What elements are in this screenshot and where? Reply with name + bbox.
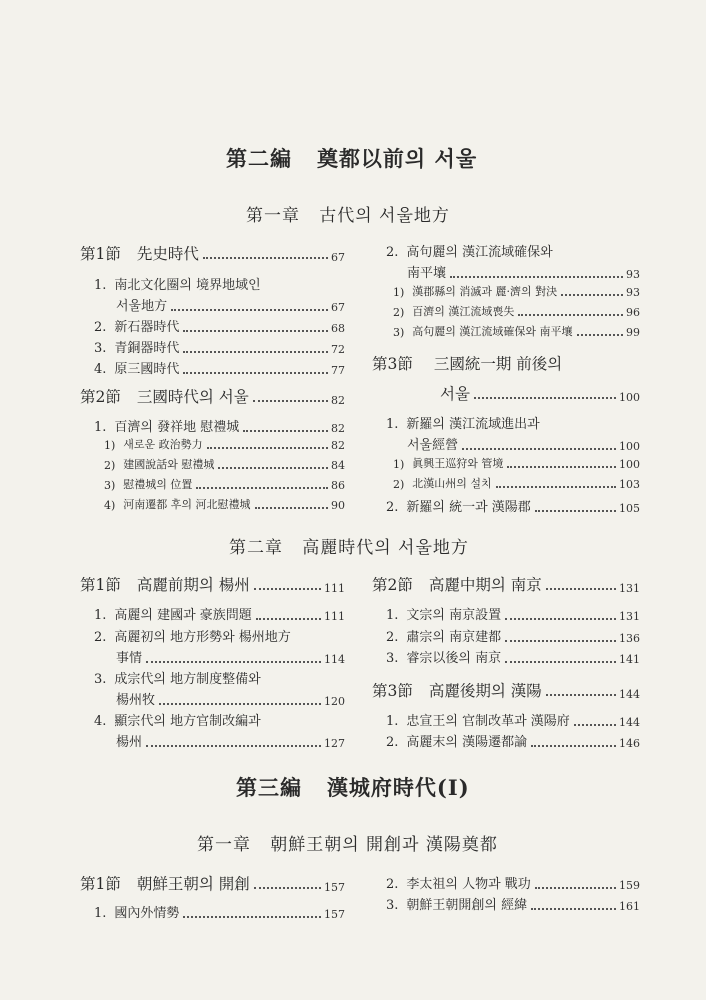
part-heading (226, 143, 477, 173)
toc-entry-continued (116, 647, 345, 666)
page-number: 72 (331, 343, 345, 356)
part-heading (236, 772, 470, 802)
leader-dots (159, 699, 321, 705)
entry-number: 1. (94, 906, 107, 921)
part-title: 漢城府時代(Ⅰ) (326, 775, 470, 800)
entry-number: 4. (94, 362, 107, 377)
leader-dots (535, 506, 616, 512)
entry-number: 4. (94, 714, 107, 729)
leader-dots (450, 272, 623, 278)
page-number: 144 (619, 716, 640, 729)
toc-entry (386, 604, 640, 623)
toc-entry (94, 316, 345, 335)
toc-entry (94, 710, 345, 729)
chapter-title: 朝鮮王朝의 開創과 漢陽奠都 (270, 835, 498, 855)
entry-text: 忠宣王의 官制改革과 漢陽府 (406, 714, 570, 729)
toc-subentry (393, 455, 640, 471)
entry-number: 2. (94, 630, 107, 645)
page-number: 68 (331, 322, 345, 335)
leader-dots (496, 482, 616, 488)
entry-text: 高麗末의 漢陽遷都論 (406, 735, 528, 750)
chapter-label: 第一章 (197, 835, 251, 855)
entry-text: 高麗初의 地方形勢와 楊州地方 (114, 630, 291, 645)
part-label: 第三編 (236, 775, 302, 800)
leader-dots (505, 657, 616, 663)
part-label: 第二編 (226, 146, 292, 171)
toc-entry-continued (116, 689, 345, 708)
leader-dots (531, 741, 616, 747)
entry-text: 新石器時代 (114, 320, 180, 335)
page-number: 86 (331, 479, 345, 492)
page-number: 103 (619, 478, 640, 491)
toc-entry (386, 873, 640, 892)
toc-entry (94, 626, 345, 645)
entry-number: 1. (94, 608, 107, 623)
page-number: 100 (619, 458, 640, 471)
toc-entry (94, 274, 345, 293)
page-number: 82 (331, 422, 345, 435)
leader-dots (207, 443, 328, 449)
page-number: 157 (324, 881, 345, 894)
entry-text: 楊州 (116, 735, 143, 750)
page-number: 141 (619, 653, 640, 666)
entry-text: 朝鮮王朝開創의 經緯 (406, 898, 528, 913)
page-number: 105 (619, 502, 640, 515)
entry-text: 眞興王巡狩와 管境 (412, 457, 504, 470)
section-heading (80, 385, 345, 407)
page-number: 136 (619, 632, 640, 645)
section-heading (372, 679, 640, 701)
entry-text: 百濟의 漢江流域喪失 (412, 305, 515, 318)
toc-subentry (393, 303, 640, 319)
section-title: 高麗中期의 南京 (428, 576, 542, 594)
entry-number: 4) (104, 499, 116, 512)
toc-subentry (104, 496, 345, 512)
toc-entry (94, 604, 345, 623)
section-title: 高麗前期의 楊州 (136, 576, 250, 594)
leader-dots (505, 636, 616, 642)
entry-text: 新羅의 統一과 漢陽郡 (406, 500, 531, 515)
entry-number: 3. (94, 672, 107, 687)
leader-dots (255, 503, 328, 509)
section-title: 三國時代의 서울 (136, 388, 249, 406)
entry-text: 北漢山州의 설치 (412, 477, 492, 490)
page-number: 144 (619, 688, 640, 701)
toc-subentry (393, 283, 640, 299)
leader-dots (574, 720, 616, 726)
toc-entry (386, 894, 640, 913)
page-number: 84 (331, 459, 345, 472)
leader-dots (256, 614, 321, 620)
section-title: 서울 (440, 385, 470, 403)
page-number: 93 (626, 268, 640, 281)
page-number: 100 (619, 440, 640, 453)
toc-entry (386, 241, 640, 260)
page-number: 127 (324, 737, 345, 750)
page-number: 90 (331, 499, 345, 512)
page-number: 99 (626, 326, 640, 339)
leader-dots (507, 462, 616, 468)
entry-text: 楊州牧 (116, 693, 156, 708)
leader-dots (254, 883, 321, 889)
toc-entry-continued (116, 731, 345, 750)
entry-number: 2) (393, 478, 405, 491)
entry-text: 高麗의 建國과 豪族問題 (114, 608, 252, 623)
leader-dots (218, 463, 328, 469)
entry-number: 2) (104, 459, 116, 472)
toc-entry (386, 647, 640, 666)
section-heading (372, 573, 640, 595)
chapter-title: 古代의 서울地方 (319, 206, 450, 226)
leader-dots (546, 584, 616, 590)
section-heading-continued (440, 382, 640, 404)
chapter-heading (229, 533, 469, 558)
toc-entry (386, 496, 640, 515)
page-number: 146 (619, 737, 640, 750)
entry-number: 2. (94, 320, 107, 335)
entry-number: 1) (393, 286, 405, 299)
toc-entry (94, 416, 345, 435)
entry-text: 顯宗代의 地方官制改編과 (114, 714, 261, 729)
chapter-heading (197, 830, 498, 855)
toc-entry (386, 710, 640, 729)
entry-text: 事情 (116, 651, 143, 666)
entry-number: 2. (386, 735, 399, 750)
entry-number: 3) (393, 326, 405, 339)
section-label: 第1節 (80, 245, 121, 263)
leader-dots (561, 290, 623, 296)
toc-entry (94, 668, 345, 687)
entry-number: 3. (94, 341, 107, 356)
entry-text: 新羅의 漢江流域進出과 (406, 417, 540, 432)
chapter-label: 第一章 (246, 206, 300, 226)
page-number: 96 (626, 306, 640, 319)
chapter-title: 高麗時代의 서울地方 (302, 538, 469, 558)
entry-number: 2. (386, 630, 399, 645)
entry-text: 青銅器時代 (114, 341, 180, 356)
entry-text: 文宗의 南京設置 (406, 608, 502, 623)
entry-number: 3) (104, 479, 116, 492)
leader-dots (474, 393, 616, 399)
toc-entry (94, 902, 345, 921)
section-heading (372, 352, 562, 374)
chapter-heading (246, 201, 450, 226)
leader-dots (531, 904, 616, 910)
page-number: 67 (331, 251, 345, 264)
leader-dots (546, 690, 616, 696)
page-number: 82 (331, 394, 345, 407)
leader-dots (146, 657, 321, 663)
leader-dots (203, 253, 328, 259)
page-number: 131 (619, 610, 640, 623)
leader-dots (254, 584, 321, 590)
entry-number: 3. (386, 898, 399, 913)
leader-dots (171, 305, 328, 311)
page-number: 114 (324, 653, 345, 666)
section-title: 三國統一期 前後의 (433, 355, 563, 373)
entry-number: 1. (94, 420, 107, 435)
page-number: 120 (324, 695, 345, 708)
toc-subentry (104, 436, 345, 452)
leader-dots (183, 326, 328, 332)
section-label: 第3節 (372, 682, 413, 700)
leader-dots (462, 444, 616, 450)
entry-number: 1) (104, 439, 116, 452)
toc-entry (94, 337, 345, 356)
entry-number: 3. (386, 651, 399, 666)
entry-number: 1. (386, 608, 399, 623)
entry-text: 南平壤 (407, 266, 447, 281)
section-label: 第2節 (80, 388, 121, 406)
page-number: 111 (324, 610, 345, 623)
entry-number: 1) (393, 458, 405, 471)
leader-dots (243, 426, 328, 432)
entry-text: 睿宗以後의 南京 (406, 651, 502, 666)
entry-text: 建國說話와 慰禮城 (123, 458, 215, 471)
toc-entry (386, 626, 640, 645)
entry-text: 成宗代의 地方制度整備와 (114, 672, 261, 687)
leader-dots (183, 347, 328, 353)
entry-number: 2) (393, 306, 405, 319)
page-number: 93 (626, 286, 640, 299)
entry-number: 1. (386, 714, 399, 729)
toc-entry-continued (407, 262, 640, 281)
toc-subentry (393, 323, 640, 339)
section-title: 朝鮮王朝의 開創 (136, 875, 250, 893)
section-heading (80, 872, 345, 894)
entry-text: 서울地方 (116, 299, 168, 314)
entry-text: 高句麗의 漢江流域確保와 (406, 245, 553, 260)
page-number: 77 (331, 364, 345, 377)
entry-number: 1. (386, 417, 399, 432)
entry-text: 李太祖의 人物과 戰功 (406, 877, 531, 892)
toc-entry (94, 358, 345, 377)
entry-number: 1. (94, 278, 107, 293)
page-number: 67 (331, 301, 345, 314)
page-number: 82 (331, 439, 345, 452)
leader-dots (253, 396, 328, 402)
toc-entry-continued (407, 434, 640, 453)
leader-dots (505, 614, 616, 620)
leader-dots (535, 883, 616, 889)
section-title: 先史時代 (136, 245, 199, 263)
toc-entry (386, 731, 640, 750)
leader-dots (577, 330, 623, 336)
page-number: 161 (619, 900, 640, 913)
section-label: 第1節 (80, 875, 121, 893)
section-label: 第3節 (372, 355, 413, 373)
entry-text: 百濟의 發祥地 慰禮城 (114, 420, 240, 435)
section-heading (80, 573, 345, 595)
leader-dots (146, 741, 321, 747)
entry-text: 肅宗의 南京建都 (406, 630, 502, 645)
entry-text: 河南遷都 후의 河北慰禮城 (123, 498, 251, 511)
entry-text: 새로운 政治勢力 (123, 438, 203, 451)
leader-dots (183, 368, 328, 374)
leader-dots (196, 483, 328, 489)
chapter-label: 第二章 (229, 538, 283, 558)
page-number: 159 (619, 879, 640, 892)
entry-text: 漢郡縣의 消滅과 麗·濟의 對決 (412, 285, 558, 298)
entry-text: 原三國時代 (114, 362, 180, 377)
toc-subentry (104, 456, 345, 472)
part-title: 奠都以前의 서울 (316, 146, 478, 171)
section-label: 第2節 (372, 576, 413, 594)
section-heading (80, 242, 345, 264)
page-number: 131 (619, 582, 640, 595)
entry-text: 國內外情勢 (114, 906, 180, 921)
leader-dots (183, 912, 321, 918)
entry-text: 高句麗의 漢江流域確保와 南平壤 (412, 325, 573, 338)
toc-entry-continued (116, 295, 345, 314)
page-number: 100 (619, 391, 640, 404)
leader-dots (518, 310, 623, 316)
entry-text: 서울經營 (407, 438, 459, 453)
section-label: 第1節 (80, 576, 121, 594)
page-number: 111 (324, 582, 345, 595)
toc-subentry (393, 475, 640, 491)
entry-number: 2. (386, 245, 399, 260)
toc-entry (386, 413, 640, 432)
page-number: 157 (324, 908, 345, 921)
entry-number: 2. (386, 500, 399, 515)
entry-text: 慰禮城의 位置 (123, 478, 193, 491)
section-title: 高麗後期의 漢陽 (428, 682, 542, 700)
entry-number: 2. (386, 877, 399, 892)
entry-text: 南北文化圈의 境界地域인 (114, 278, 261, 293)
toc-subentry (104, 476, 345, 492)
